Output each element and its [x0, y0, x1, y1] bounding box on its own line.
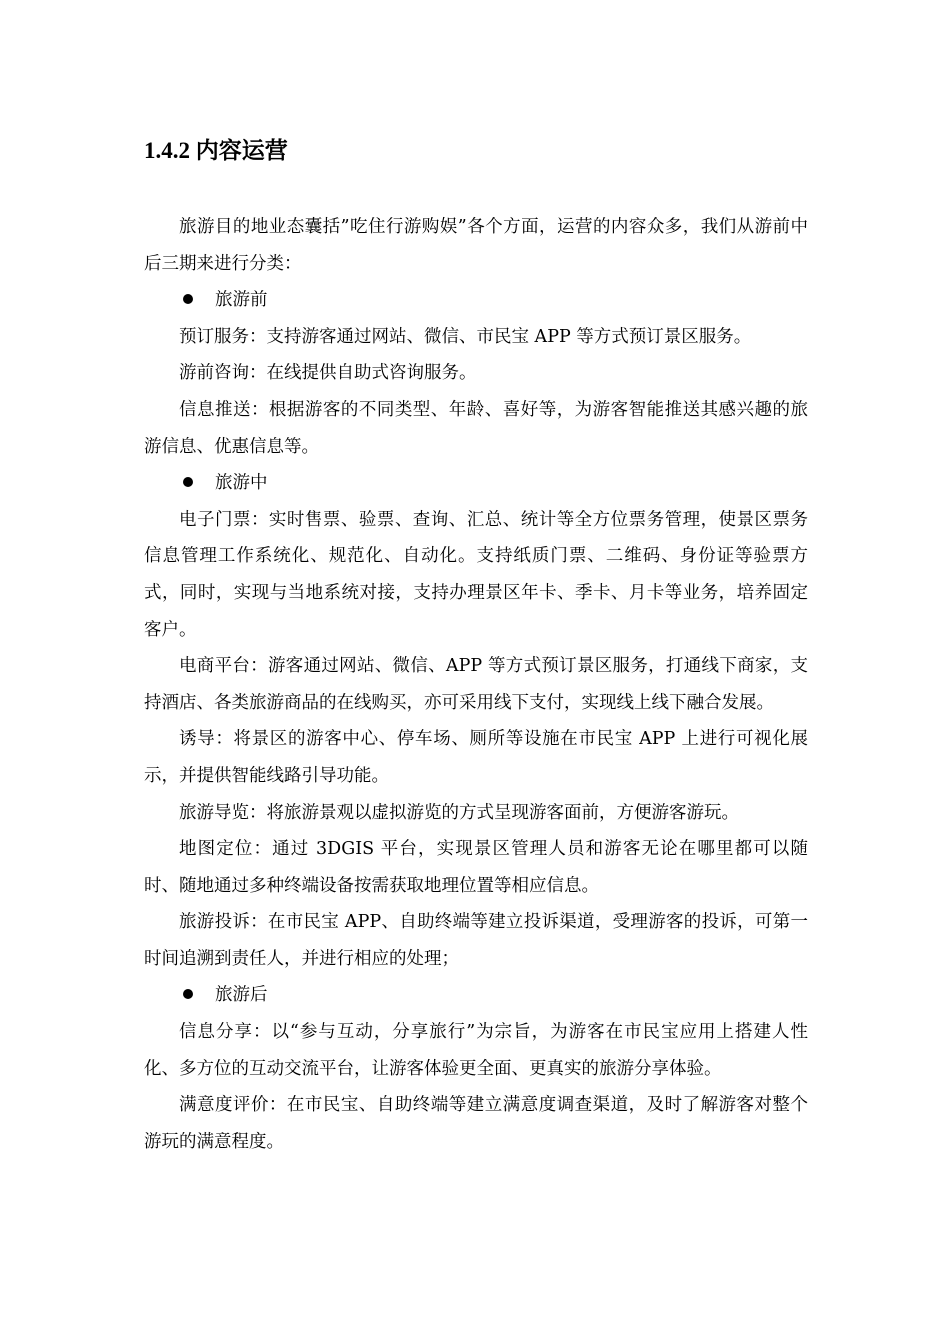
paragraph-eticket: 电子门票：实时售票、验票、查询、汇总、统计等全方位票务管理，使景区票务信息管理工作系统化、规范化、自动化。支持纸质门票、二维码、身份证等验票方式，同时，实现与当地系统对接，支持办理景区年卡、季卡、月卡等业务，培养固定客户。 [144, 509, 808, 640]
bullet-dot-icon [183, 477, 193, 487]
paragraph-complaint: 旅游投诉：在市民宝 APP、自助终端等建立投诉渠道，受理游客的投诉，可第一时间追溯到责任人，并进行相应的处理； [144, 912, 808, 969]
paragraph-satisfaction: 满意度评价：在市民宝、自助终端等建立满意度调查渠道，及时了解游客对整个游玩的满意程度。 [144, 1095, 808, 1152]
bullet-before [144, 282, 808, 319]
document-body [144, 209, 808, 1160]
paragraph-booking: 预订服务：支持游客通过网站、微信、市民宝 APP 等方式预订景区服务。 [179, 326, 752, 347]
bullet-label: 旅游后 [215, 985, 268, 1006]
bullet-after [144, 977, 808, 1014]
bullet-dot-icon [183, 294, 193, 304]
section-heading: 1.4.2 内容运营 [144, 138, 288, 163]
paragraph-share: 信息分享：以“参与互动，分享旅行”为宗旨，为游客在市民宝应用上搭建人性化、多方位的互动交流平台，让游客体验更全面、更真实的旅游分享体验。 [144, 1022, 808, 1079]
paragraph-map: 地图定位：通过 3DGIS 平台，实现景区管理人员和游客无论在哪里都可以随时、随地通过多种终端设备按需获取地理位置等相应信息。 [144, 839, 808, 896]
bullet-dot-icon [183, 989, 193, 999]
paragraph-guidance: 诱导：将景区的游客中心、停车场、厕所等设施在市民宝 APP 上进行可视化展示，并提供智能线路引导功能。 [144, 729, 808, 786]
paragraph-consult: 游前咨询：在线提供自助式咨询服务。 [179, 363, 477, 384]
paragraph-ecommerce: 电商平台：游客通过网站、微信、APP 等方式预订景区服务，打通线下商家，支持酒店、各类旅游商品的在线购买，亦可采用线下支付，实现线上线下融合发展。 [144, 656, 808, 713]
paragraph-push: 信息推送：根据游客的不同类型、年龄、喜好等，为游客智能推送其感兴趣的旅游信息、优惠信息等。 [144, 399, 808, 457]
intro-paragraph: 旅游目的地业态囊括”吃住行游购娱”各个方面，运营的内容众多，我们从游前中后三期来进行分类： [144, 217, 808, 274]
bullet-label: 旅游前 [215, 290, 268, 311]
paragraph-tour-guide: 旅游导览：将旅游景观以虚拟游览的方式呈现游客面前，方便游客游玩。 [179, 802, 739, 823]
bullet-label: 旅游中 [215, 473, 268, 494]
bullet-during [144, 465, 808, 502]
